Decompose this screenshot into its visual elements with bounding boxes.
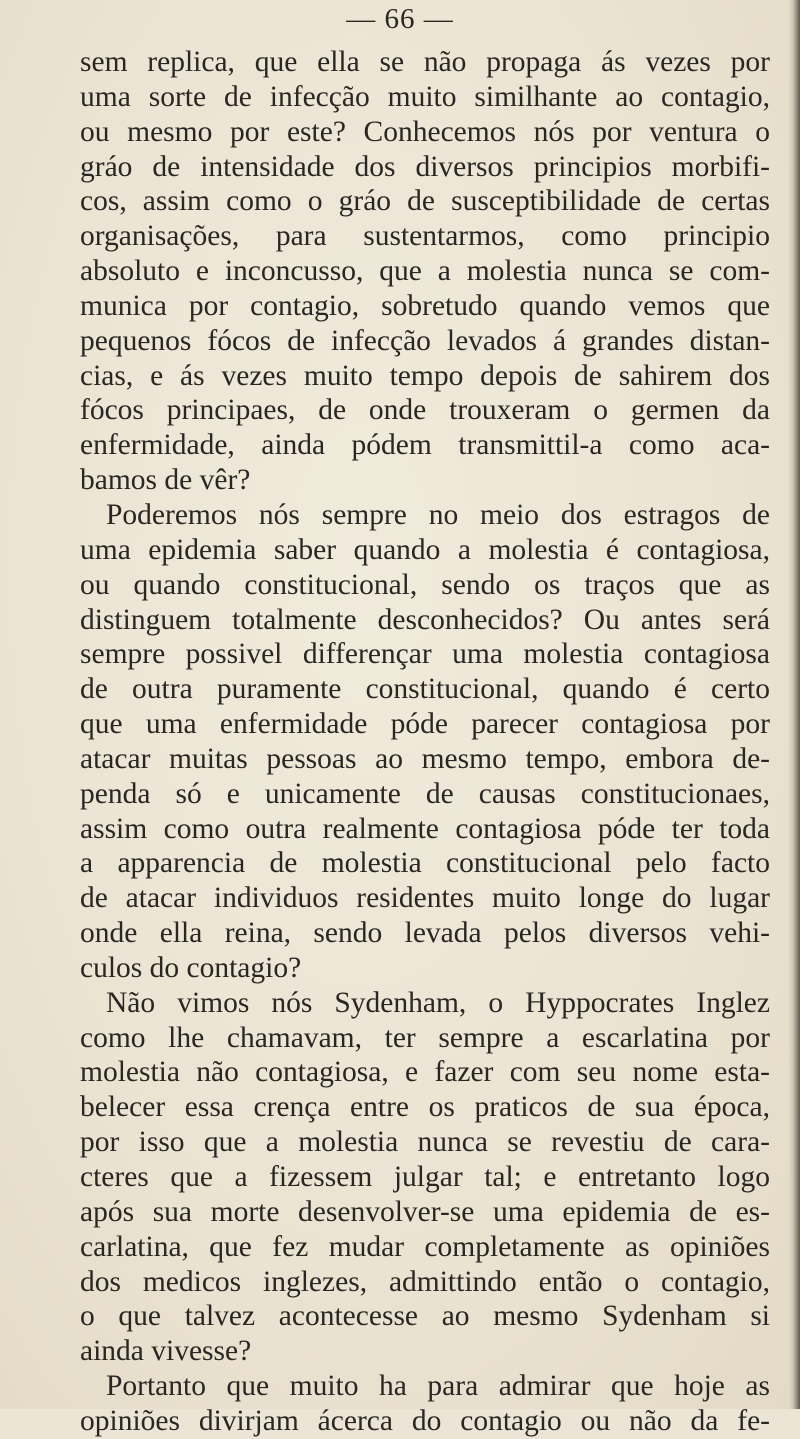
body-text [80, 45, 770, 1439]
text-line: pequenos fócos de infecção levados á grandes distan- [80, 324, 770, 357]
text-line: Poderemos nós sempre no meio dos estragos de [106, 498, 770, 531]
text-line: Não vimos nós Sydenham, o Hyppocrates Inglez [106, 986, 770, 1019]
text-line: carlatina, que fez mudar completamente as opiniões [80, 1230, 770, 1263]
text-line: de outra puramente constitucional, quando é certo [80, 673, 770, 706]
text-line: penda só e unicamente de causas constitucionaes, [80, 777, 770, 810]
text-line: o que talvez acontecesse ao mesmo Sydenham si [80, 1300, 770, 1333]
text-line: ou quando constitucional, sendo os traços que as [80, 568, 770, 601]
text-line: a apparencia de molestia constitucional pelo facto [80, 847, 770, 880]
text-line: molestia não contagiosa, e fazer com seu nome esta- [80, 1056, 770, 1089]
text-line: absoluto e inconcusso, que a molestia nunca se com- [80, 255, 770, 288]
text-line: de atacar individuos residentes muito longe do lugar [80, 882, 770, 915]
text-line: cos, assim como o gráo de susceptibilidade de certas [80, 185, 770, 218]
text-line: uma sorte de infecção muito similhante ao contagio, [80, 80, 770, 113]
text-line: enfermidade, ainda pódem transmittil-a como aca- [80, 429, 770, 462]
page-number: — 66 — [346, 3, 454, 35]
text-line: Portanto que muito ha para admirar que hoje as [106, 1370, 770, 1403]
text-line: fócos principaes, de onde trouxeram o germen da [80, 394, 770, 427]
text-line: bamos de vêr? [80, 464, 251, 497]
text-line: sempre possivel differençar uma molestia contagiosa [80, 638, 770, 671]
text-line: sem replica, que ella se não propaga ás vezes por [80, 46, 770, 78]
text-line: dos medicos inglezes, admittindo então o contagio, [80, 1265, 770, 1298]
text-line: atacar muitas pessoas ao mesmo tempo, embora de- [80, 742, 770, 775]
text-line: cteres que a fizessem julgar tal; e entretanto logo [80, 1161, 770, 1193]
text-line: organisações, para sustentarmos, como principio [80, 220, 770, 253]
text-line: ou mesmo por este? Conhecemos nós por ventura o [80, 115, 770, 148]
text-line: por isso que a molestia nunca se revestiu de cara- [80, 1126, 770, 1159]
page-edge-shadow [788, 0, 800, 1409]
text-line: munica por contagio, sobretudo quando vemos que [80, 289, 770, 322]
text-line: assim como outra realmente contagiosa póde ter toda [80, 812, 770, 845]
text-line: que uma enfermidade póde parecer contagiosa por [80, 708, 770, 741]
text-line: culos do contagio? [80, 951, 302, 984]
text-line: belecer essa crença entre os praticos de sua época, [80, 1091, 770, 1124]
text-line: ainda vivesse? [80, 1335, 252, 1368]
text-line: uma epidemia saber quando a molestia é contagiosa, [80, 533, 770, 566]
text-line: como lhe chamavam, ter sempre a escarlatina por [80, 1021, 770, 1054]
text-line: gráo de intensidade dos diversos principios morbifi- [80, 150, 770, 183]
text-line: onde ella reina, sendo levada pelos diversos vehi- [80, 917, 770, 950]
text-line: distinguem totalmente desconhecidos? Ou antes será [80, 603, 770, 636]
text-line: após sua morte desenvolver-se uma epidemia de es- [80, 1195, 770, 1228]
text-line: cias, e ás vezes muito tempo depois de sahirem dos [80, 359, 770, 392]
text-line: opiniões divirjam ácerca do contagio ou não da fe- [80, 1404, 770, 1437]
